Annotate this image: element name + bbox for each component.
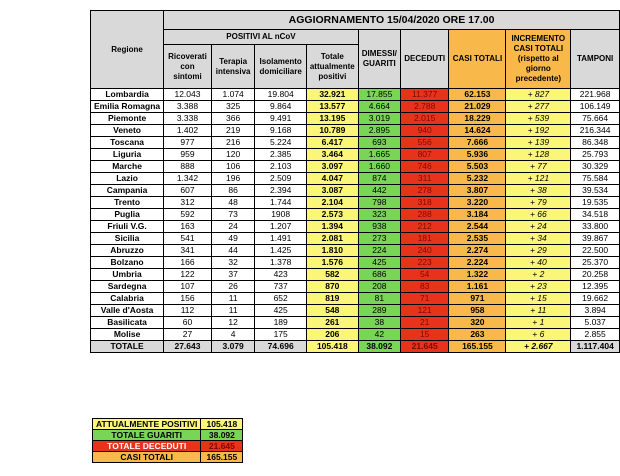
cell-dimessi: 4.664 — [358, 101, 400, 113]
cell-tamponi: 39.867 — [571, 233, 620, 245]
cell-casi-totali: 958 — [449, 305, 506, 317]
cell-dimessi: 224 — [358, 245, 400, 257]
cell-terapia: 49 — [211, 233, 255, 245]
cell-ricoverati: 888 — [164, 161, 212, 173]
cell-incremento: + 121 — [506, 173, 571, 185]
cell-terapia: 32 — [211, 257, 255, 269]
cell-dimessi: 17.855 — [358, 89, 400, 101]
summary-row — [93, 419, 243, 430]
cell-totale-positivi: 2.081 — [306, 233, 358, 245]
cell-tamponi: 33.800 — [571, 221, 620, 233]
cell-dimessi: 874 — [358, 173, 400, 185]
cell-tamponi: 25.793 — [571, 149, 620, 161]
cell-terapia: 37 — [211, 269, 255, 281]
cell-incremento: + 40 — [506, 257, 571, 269]
cell-isolamento: 1.378 — [255, 257, 306, 269]
cell-terapia: 73 — [211, 209, 255, 221]
cell-deceduti: 278 — [400, 185, 449, 197]
cell-casi-totali: 5.503 — [449, 161, 506, 173]
cell-casi-totali: 14.624 — [449, 125, 506, 137]
cell-region: Campania — [91, 185, 164, 197]
cell-deceduti: 2.015 — [400, 113, 449, 125]
cell-ricoverati: 592 — [164, 209, 212, 221]
cell-dimessi: 1.660 — [358, 161, 400, 173]
cell-dimessi: 38 — [358, 317, 400, 329]
header-positivi-group: POSITIVI AL nCoV — [164, 30, 359, 45]
cell-dimessi: 1.665 — [358, 149, 400, 161]
cell-ricoverati: 107 — [164, 281, 212, 293]
cell-totale-positivi: 3.087 — [306, 185, 358, 197]
cell-terapia: 48 — [211, 197, 255, 209]
cell-totale-positivi: 261 — [306, 317, 358, 329]
cell-dimessi: 38.092 — [358, 341, 400, 353]
cell-ricoverati: 112 — [164, 305, 212, 317]
table-row — [91, 149, 620, 161]
cell-isolamento: 1.207 — [255, 221, 306, 233]
cell-tamponi: 75.664 — [571, 113, 620, 125]
table-row — [91, 173, 620, 185]
cell-dimessi: 2.895 — [358, 125, 400, 137]
cell-incremento: + 192 — [506, 125, 571, 137]
header-isolamento: Isolamento domiciliare — [255, 45, 306, 89]
cell-region: Veneto — [91, 125, 164, 137]
total-row — [91, 341, 620, 353]
cell-totale-positivi: 1.576 — [306, 257, 358, 269]
cell-deceduti: 2.788 — [400, 101, 449, 113]
cell-ricoverati: 156 — [164, 293, 212, 305]
cell-tamponi: 75.584 — [571, 173, 620, 185]
cell-region: Sardegna — [91, 281, 164, 293]
cell-ricoverati: 541 — [164, 233, 212, 245]
cell-totale-positivi: 582 — [306, 269, 358, 281]
cell-dimessi: 289 — [358, 305, 400, 317]
cell-isolamento: 175 — [255, 329, 306, 341]
header-tamponi: TAMPONI — [571, 30, 620, 89]
cell-tamponi: 106.149 — [571, 101, 620, 113]
cell-isolamento: 5.224 — [255, 137, 306, 149]
cell-casi-totali: 165.155 — [449, 341, 506, 353]
cell-dimessi: 938 — [358, 221, 400, 233]
cell-region: Basilicata — [91, 317, 164, 329]
cell-deceduti: 288 — [400, 209, 449, 221]
cell-tamponi: 25.370 — [571, 257, 620, 269]
cell-casi-totali: 2.535 — [449, 233, 506, 245]
table-row — [91, 281, 620, 293]
cell-deceduti: 71 — [400, 293, 449, 305]
cell-casi-totali: 3.807 — [449, 185, 506, 197]
cell-incremento: + 29 — [506, 245, 571, 257]
cell-terapia: 11 — [211, 305, 255, 317]
cell-ricoverati: 341 — [164, 245, 212, 257]
table-row — [91, 137, 620, 149]
header-totale-positivi: Totale attualmente positivi — [306, 45, 358, 89]
cell-incremento: + 6 — [506, 329, 571, 341]
cell-totale-positivi: 13.195 — [306, 113, 358, 125]
table-row — [91, 125, 620, 137]
cell-dimessi: 693 — [358, 137, 400, 149]
cell-region: Calabria — [91, 293, 164, 305]
cell-casi-totali: 971 — [449, 293, 506, 305]
cell-region: Trento — [91, 197, 164, 209]
cell-totale-positivi: 548 — [306, 305, 358, 317]
cell-region: Lazio — [91, 173, 164, 185]
cell-terapia: 366 — [211, 113, 255, 125]
cell-region: Toscana — [91, 137, 164, 149]
cell-region: Bolzano — [91, 257, 164, 269]
cell-isolamento: 9.864 — [255, 101, 306, 113]
covid-regions-table — [90, 10, 620, 353]
summary-value: 38.092 — [201, 430, 243, 441]
cell-deceduti: 807 — [400, 149, 449, 161]
cell-totale-positivi: 2.104 — [306, 197, 358, 209]
cell-isolamento: 2.509 — [255, 173, 306, 185]
cell-ricoverati: 163 — [164, 221, 212, 233]
cell-isolamento: 1.744 — [255, 197, 306, 209]
table-row — [91, 101, 620, 113]
summary-label: ATTUALMENTE POSITIVI — [93, 419, 201, 430]
cell-tamponi: 221.968 — [571, 89, 620, 101]
cell-isolamento: 652 — [255, 293, 306, 305]
cell-deceduti: 181 — [400, 233, 449, 245]
cell-isolamento: 1908 — [255, 209, 306, 221]
cell-deceduti: 121 — [400, 305, 449, 317]
cell-incremento: + 23 — [506, 281, 571, 293]
cell-terapia: 196 — [211, 173, 255, 185]
header-ricoverati: Ricoverati con sintomi — [164, 45, 212, 89]
cell-ricoverati: 12.043 — [164, 89, 212, 101]
cell-incremento: + 38 — [506, 185, 571, 197]
cell-terapia: 325 — [211, 101, 255, 113]
cell-casi-totali: 1.161 — [449, 281, 506, 293]
cell-tamponi: 20.258 — [571, 269, 620, 281]
cell-dimessi: 323 — [358, 209, 400, 221]
cell-ricoverati: 1.342 — [164, 173, 212, 185]
cell-terapia: 24 — [211, 221, 255, 233]
cell-region: Umbria — [91, 269, 164, 281]
cell-terapia: 11 — [211, 293, 255, 305]
cell-totale-positivi: 870 — [306, 281, 358, 293]
cell-dimessi: 81 — [358, 293, 400, 305]
cell-ricoverati: 312 — [164, 197, 212, 209]
cell-totale-positivi: 3.097 — [306, 161, 358, 173]
header-incremento-label: INCREMENTO CASI TOTALI — [511, 34, 566, 53]
cell-tamponi: 86.348 — [571, 137, 620, 149]
summary-table — [92, 418, 243, 463]
cell-ricoverati: 27.643 — [164, 341, 212, 353]
cell-terapia: 12 — [211, 317, 255, 329]
cell-terapia: 4 — [211, 329, 255, 341]
cell-deceduti: 11.377 — [400, 89, 449, 101]
table-title: AGGIORNAMENTO 15/04/2020 ORE 17.00 — [164, 11, 620, 30]
cell-terapia: 26 — [211, 281, 255, 293]
cell-isolamento: 425 — [255, 305, 306, 317]
cell-incremento: + 66 — [506, 209, 571, 221]
cell-tamponi: 39.534 — [571, 185, 620, 197]
cell-incremento: + 827 — [506, 89, 571, 101]
cell-totale-positivi: 4.047 — [306, 173, 358, 185]
summary-label: CASI TOTALI — [93, 452, 201, 463]
cell-region: Friuli V.G. — [91, 221, 164, 233]
table-row — [91, 89, 620, 101]
cell-dimessi: 273 — [358, 233, 400, 245]
table-row — [91, 245, 620, 257]
cell-incremento: + 15 — [506, 293, 571, 305]
cell-deceduti: 940 — [400, 125, 449, 137]
cell-casi-totali: 7.666 — [449, 137, 506, 149]
cell-tamponi: 12.395 — [571, 281, 620, 293]
cell-totale-positivi: 819 — [306, 293, 358, 305]
cell-terapia: 1.074 — [211, 89, 255, 101]
cell-casi-totali: 2.544 — [449, 221, 506, 233]
cell-region: Lombardia — [91, 89, 164, 101]
cell-deceduti: 746 — [400, 161, 449, 173]
header-terapia: Terapia intensiva — [211, 45, 255, 89]
cell-terapia: 120 — [211, 149, 255, 161]
cell-region: Valle d'Aosta — [91, 305, 164, 317]
cell-terapia: 216 — [211, 137, 255, 149]
cell-deceduti: 21 — [400, 317, 449, 329]
cell-region: Emilia Romagna — [91, 101, 164, 113]
cell-deceduti: 15 — [400, 329, 449, 341]
cell-totale-positivi: 1.810 — [306, 245, 358, 257]
cell-casi-totali: 3.184 — [449, 209, 506, 221]
table-row — [91, 257, 620, 269]
cell-region: TOTALE — [91, 341, 164, 353]
cell-isolamento: 9.168 — [255, 125, 306, 137]
cell-tamponi: 19.535 — [571, 197, 620, 209]
cell-ricoverati: 607 — [164, 185, 212, 197]
cell-ricoverati: 1.402 — [164, 125, 212, 137]
cell-totale-positivi: 206 — [306, 329, 358, 341]
cell-casi-totali: 3.220 — [449, 197, 506, 209]
cell-dimessi: 3.019 — [358, 113, 400, 125]
cell-ricoverati: 122 — [164, 269, 212, 281]
cell-isolamento: 2.385 — [255, 149, 306, 161]
cell-dimessi: 208 — [358, 281, 400, 293]
cell-casi-totali: 263 — [449, 329, 506, 341]
summary-row — [93, 430, 243, 441]
header-incremento-note: (rispetto al giorno precedente) — [515, 54, 562, 83]
cell-region: Liguria — [91, 149, 164, 161]
cell-casi-totali: 5.232 — [449, 173, 506, 185]
table-body — [91, 89, 620, 353]
cell-casi-totali: 21.029 — [449, 101, 506, 113]
cell-deceduti: 54 — [400, 269, 449, 281]
cell-ricoverati: 166 — [164, 257, 212, 269]
cell-deceduti: 311 — [400, 173, 449, 185]
cell-casi-totali: 5.936 — [449, 149, 506, 161]
cell-isolamento: 1.425 — [255, 245, 306, 257]
summary-row — [93, 441, 243, 452]
cell-incremento: + 539 — [506, 113, 571, 125]
cell-tamponi: 34.518 — [571, 209, 620, 221]
cell-isolamento: 2.103 — [255, 161, 306, 173]
cell-isolamento: 737 — [255, 281, 306, 293]
table-row — [91, 317, 620, 329]
cell-deceduti: 318 — [400, 197, 449, 209]
table-row — [91, 185, 620, 197]
table-row — [91, 197, 620, 209]
table-row — [91, 221, 620, 233]
cell-incremento: + 34 — [506, 233, 571, 245]
cell-incremento: + 1 — [506, 317, 571, 329]
cell-isolamento: 1.491 — [255, 233, 306, 245]
summary-label: TOTALE GUARITI — [93, 430, 201, 441]
cell-incremento: + 24 — [506, 221, 571, 233]
cell-region: Abruzzo — [91, 245, 164, 257]
header-incremento — [506, 30, 571, 89]
cell-incremento: + 77 — [506, 161, 571, 173]
cell-incremento: + 2.667 — [506, 341, 571, 353]
cell-casi-totali: 2.274 — [449, 245, 506, 257]
cell-totale-positivi: 3.464 — [306, 149, 358, 161]
cell-incremento: + 79 — [506, 197, 571, 209]
cell-tamponi: 2.855 — [571, 329, 620, 341]
header-deceduti: DECEDUTI — [400, 30, 449, 89]
cell-casi-totali: 1.322 — [449, 269, 506, 281]
cell-isolamento: 19.804 — [255, 89, 306, 101]
cell-casi-totali: 62.153 — [449, 89, 506, 101]
cell-casi-totali: 18.229 — [449, 113, 506, 125]
cell-region: Piemonte — [91, 113, 164, 125]
header-casi-totali: CASI TOTALI — [449, 30, 506, 89]
header-regione: Regione — [91, 11, 164, 89]
cell-totale-positivi: 1.394 — [306, 221, 358, 233]
cell-ricoverati: 3.338 — [164, 113, 212, 125]
cell-dimessi: 42 — [358, 329, 400, 341]
table-row — [91, 209, 620, 221]
cell-region: Molise — [91, 329, 164, 341]
cell-dimessi: 686 — [358, 269, 400, 281]
cell-terapia: 219 — [211, 125, 255, 137]
cell-tamponi: 1.117.404 — [571, 341, 620, 353]
summary-value: 105.418 — [201, 419, 243, 430]
cell-terapia: 3.079 — [211, 341, 255, 353]
cell-isolamento: 189 — [255, 317, 306, 329]
cell-totale-positivi: 13.577 — [306, 101, 358, 113]
cell-dimessi: 798 — [358, 197, 400, 209]
cell-incremento: + 2 — [506, 269, 571, 281]
cell-tamponi: 5.037 — [571, 317, 620, 329]
cell-tamponi: 216.344 — [571, 125, 620, 137]
cell-region: Puglia — [91, 209, 164, 221]
cell-ricoverati: 3.388 — [164, 101, 212, 113]
table-row — [91, 293, 620, 305]
cell-isolamento: 423 — [255, 269, 306, 281]
cell-totale-positivi: 2.573 — [306, 209, 358, 221]
cell-incremento: + 139 — [506, 137, 571, 149]
cell-tamponi: 3.894 — [571, 305, 620, 317]
table-row — [91, 329, 620, 341]
cell-ricoverati: 60 — [164, 317, 212, 329]
cell-ricoverati: 959 — [164, 149, 212, 161]
cell-tamponi: 19.662 — [571, 293, 620, 305]
cell-deceduti: 556 — [400, 137, 449, 149]
summary-label: TOTALE DECEDUTI — [93, 441, 201, 452]
cell-deceduti: 240 — [400, 245, 449, 257]
cell-deceduti: 223 — [400, 257, 449, 269]
cell-incremento: + 128 — [506, 149, 571, 161]
cell-totale-positivi: 105.418 — [306, 341, 358, 353]
cell-tamponi: 22.500 — [571, 245, 620, 257]
cell-ricoverati: 977 — [164, 137, 212, 149]
cell-deceduti: 83 — [400, 281, 449, 293]
cell-totale-positivi: 10.789 — [306, 125, 358, 137]
cell-deceduti: 21.645 — [400, 341, 449, 353]
cell-incremento: + 11 — [506, 305, 571, 317]
cell-isolamento: 2.394 — [255, 185, 306, 197]
cell-region: Sicilia — [91, 233, 164, 245]
cell-dimessi: 425 — [358, 257, 400, 269]
cell-incremento: + 277 — [506, 101, 571, 113]
summary-value: 21.645 — [201, 441, 243, 452]
cell-totale-positivi: 32.921 — [306, 89, 358, 101]
cell-terapia: 44 — [211, 245, 255, 257]
cell-terapia: 106 — [211, 161, 255, 173]
table-row — [91, 233, 620, 245]
cell-tamponi: 30.329 — [571, 161, 620, 173]
cell-isolamento: 9.491 — [255, 113, 306, 125]
cell-region: Marche — [91, 161, 164, 173]
header-dimessi: DIMESSI/ GUARITI — [358, 30, 400, 89]
summary-value: 165.155 — [201, 452, 243, 463]
cell-casi-totali: 2.224 — [449, 257, 506, 269]
table-row — [91, 305, 620, 317]
cell-totale-positivi: 6.417 — [306, 137, 358, 149]
cell-deceduti: 212 — [400, 221, 449, 233]
cell-isolamento: 74.696 — [255, 341, 306, 353]
table-row — [91, 269, 620, 281]
cell-dimessi: 442 — [358, 185, 400, 197]
summary-row — [93, 452, 243, 463]
cell-casi-totali: 320 — [449, 317, 506, 329]
cell-ricoverati: 27 — [164, 329, 212, 341]
table-row — [91, 113, 620, 125]
table-row — [91, 161, 620, 173]
cell-terapia: 86 — [211, 185, 255, 197]
